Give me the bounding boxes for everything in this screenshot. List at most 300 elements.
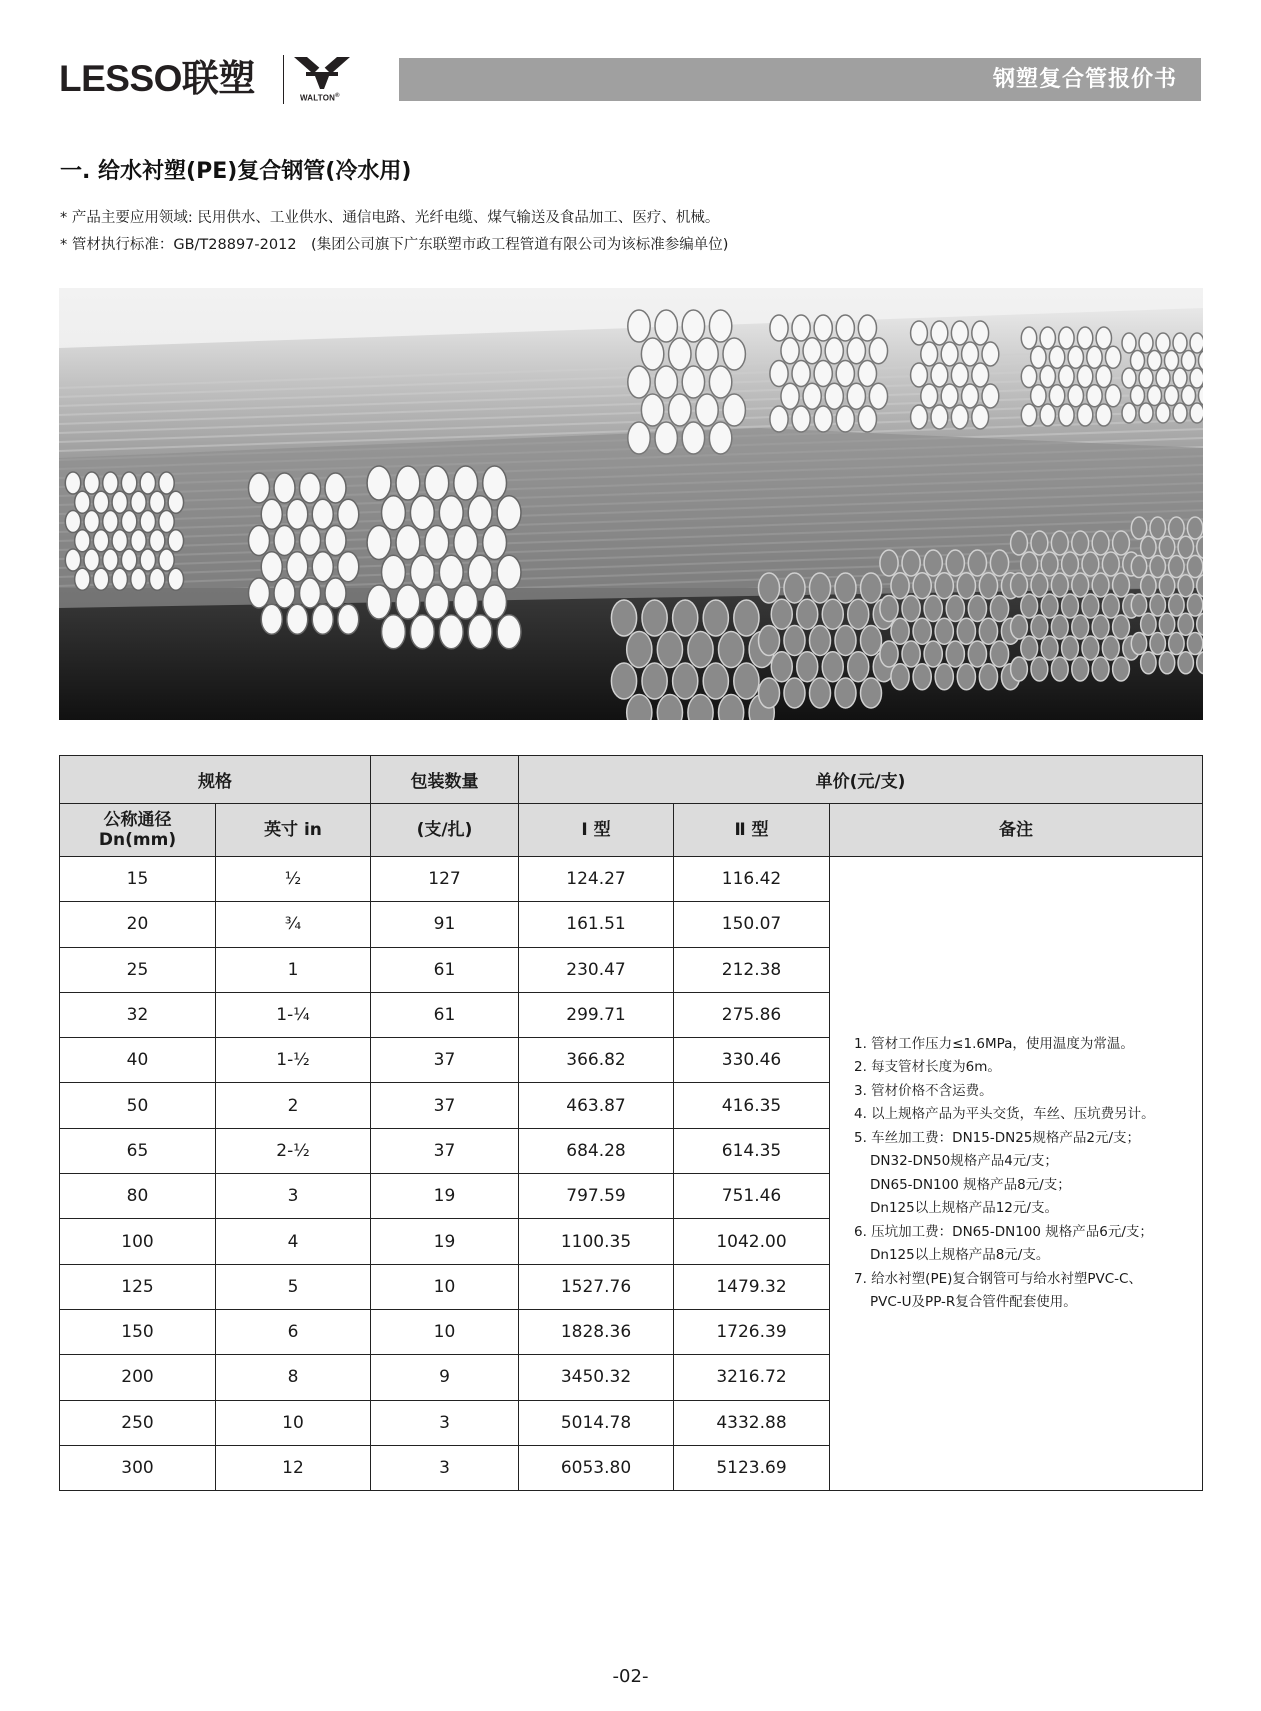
pipe-end <box>410 555 434 589</box>
pipe-end <box>1087 346 1102 368</box>
pipe-end <box>861 573 882 603</box>
pipe-end <box>1169 556 1184 578</box>
pipe-end <box>131 568 146 590</box>
pipe-end <box>913 573 931 599</box>
pipe-end <box>1187 517 1202 539</box>
pipe-end <box>1165 351 1179 371</box>
pipe-end <box>396 526 420 560</box>
pipe-end <box>734 600 759 636</box>
pipe-end <box>1041 636 1058 660</box>
cell-type1: 366.82 <box>519 1038 674 1083</box>
cell-type1: 299.71 <box>519 992 674 1037</box>
cell-inch: 8 <box>216 1355 371 1400</box>
cell-dn: 25 <box>60 947 216 992</box>
pipe-end <box>803 338 821 364</box>
pipe-end <box>880 596 898 622</box>
pipe-end <box>75 530 90 552</box>
pipe-end <box>84 472 99 494</box>
pipe-end <box>1011 657 1028 681</box>
pipe-end <box>941 384 958 408</box>
pipe-end <box>951 363 968 387</box>
cell-inch: 1-½ <box>216 1038 371 1083</box>
pipe-end <box>382 496 406 530</box>
pipe-end <box>1122 333 1136 353</box>
pipe-end <box>425 585 449 619</box>
pipe-end <box>688 632 713 668</box>
pipe-end <box>869 338 887 364</box>
pipe-end <box>848 652 869 682</box>
cell-inch: 4 <box>216 1219 371 1264</box>
pipe-end <box>861 678 882 708</box>
pipe-end <box>979 573 997 599</box>
cell-dn: 200 <box>60 1355 216 1400</box>
pipe-end <box>1072 531 1089 555</box>
pipe-end <box>1077 404 1092 426</box>
pipe-end <box>159 549 174 571</box>
pipe-end <box>468 496 492 530</box>
pipe-end <box>1021 404 1036 426</box>
pipe-end <box>836 315 854 341</box>
pipe-end <box>982 342 999 366</box>
pipe-end <box>770 315 788 341</box>
pipe-end <box>103 511 118 533</box>
pipe-end <box>300 526 321 556</box>
pipe-end <box>1150 517 1165 539</box>
pipe-end <box>696 338 718 370</box>
pipe-end <box>657 632 682 668</box>
pipe-end <box>931 405 948 429</box>
pipe-end <box>1159 613 1174 635</box>
pipe-end <box>1051 657 1068 681</box>
pipe-end <box>1187 556 1202 578</box>
pipe-end <box>1031 531 1048 555</box>
pipe-end <box>439 496 463 530</box>
pipe-end <box>931 321 948 345</box>
pipe-end <box>642 600 667 636</box>
pipe-end <box>1082 636 1099 660</box>
pipe-end <box>847 383 865 409</box>
pipe-end <box>836 361 854 387</box>
pipe-end <box>641 394 663 426</box>
pipe-end <box>1139 368 1153 388</box>
pipe-end <box>93 530 108 552</box>
remark-line: DN32-DN50规格产品4元/支； <box>870 1153 1058 1170</box>
pipe-end <box>792 315 810 341</box>
header-package: 包装数量 <box>371 756 519 804</box>
pipe-end <box>1092 573 1109 597</box>
pipe-end <box>784 678 805 708</box>
section-title: 一. 给水衬塑(PE)复合钢管(冷水用) <box>60 159 412 184</box>
cell-qty: 19 <box>371 1219 519 1264</box>
pipe-end <box>1077 327 1092 349</box>
pipe-end <box>261 499 282 529</box>
remark-line: 2. 每支管材长度为6m。 <box>854 1059 1001 1076</box>
pipe-end <box>1059 366 1074 388</box>
pipe-end <box>1031 346 1046 368</box>
pipe-end <box>1187 594 1202 616</box>
pipe-end <box>468 555 492 589</box>
pipe-end <box>792 361 810 387</box>
pipe-end <box>1021 594 1038 618</box>
pipe-end <box>410 496 434 530</box>
pipe-end <box>1173 403 1187 423</box>
pipe-end <box>921 342 938 366</box>
header-dn <box>60 804 216 857</box>
cell-inch: 1 <box>216 947 371 992</box>
pipe-end <box>454 585 478 619</box>
pipe-end <box>149 568 164 590</box>
pipe-end <box>483 585 507 619</box>
pipe-end <box>810 626 831 656</box>
pipe-end <box>1105 385 1120 407</box>
pipe-end <box>951 405 968 429</box>
table-header-row-2 <box>60 804 1203 857</box>
table-header-row-1 <box>60 756 1203 804</box>
pipe-end <box>946 641 964 667</box>
cell-dn: 125 <box>60 1264 216 1309</box>
pipe-end <box>861 626 882 656</box>
pipe-end <box>759 678 780 708</box>
pipe-end <box>1173 368 1187 388</box>
remark-line: 1. 管材工作压力≤1.6MPa，使用温度为常温。 <box>854 1035 1134 1052</box>
cell-qty: 3 <box>371 1445 519 1490</box>
pipe-end <box>168 530 183 552</box>
table-row <box>60 857 1203 902</box>
standard-description: * 管材执行标准：GB/T28897-2012 (集团公司旗下广东联塑市政工程管道有限公司为该标准参编单位) <box>60 237 729 253</box>
pipe-end <box>797 652 818 682</box>
pipe-end <box>312 552 333 582</box>
pipe-end <box>835 626 856 656</box>
pipe-end <box>1182 386 1196 406</box>
pipe-end <box>84 549 99 571</box>
pipe-end <box>825 338 843 364</box>
pipe-end <box>325 473 346 503</box>
pipe-end <box>1059 404 1074 426</box>
pipe-end <box>1059 327 1074 349</box>
cell-dn: 40 <box>60 1038 216 1083</box>
pipe-end <box>300 578 321 608</box>
pipe-end <box>1148 351 1162 371</box>
pipe-end <box>468 615 492 649</box>
pipe-end <box>312 604 333 634</box>
pipe-end <box>497 496 521 530</box>
pipe-end <box>149 530 164 552</box>
cell-inch: ¾ <box>216 902 371 947</box>
cell-qty: 61 <box>371 992 519 1037</box>
pipe-end <box>1190 368 1203 388</box>
cell-type1: 463.87 <box>519 1083 674 1128</box>
cell-qty: 10 <box>371 1264 519 1309</box>
pipe-end <box>249 526 270 556</box>
pipe-end <box>1011 531 1028 555</box>
pipe-end <box>982 384 999 408</box>
pipe-end <box>249 473 270 503</box>
pipe-end <box>847 338 865 364</box>
pipe-end <box>682 422 704 454</box>
pipe-end <box>1041 552 1058 576</box>
pipe-end <box>709 366 731 398</box>
pipe-end <box>425 466 449 500</box>
walton-label: WALTON <box>300 93 336 103</box>
pipe-end <box>1150 633 1165 655</box>
pipe-end <box>1156 333 1170 353</box>
pipe-end <box>65 549 80 571</box>
pipe-end <box>367 466 391 500</box>
header-package-unit: (支/扎) <box>371 804 519 857</box>
pipe-end <box>911 405 928 429</box>
pipe-end <box>784 626 805 656</box>
pipe-end <box>1051 573 1068 597</box>
header-price: 单价(元/支) <box>519 756 1203 804</box>
pipe-end <box>287 499 308 529</box>
pipe-end <box>891 573 909 599</box>
pipe-end <box>611 600 636 636</box>
pipe-end <box>121 549 136 571</box>
pipe-end <box>941 342 958 366</box>
pipe-end <box>902 596 920 622</box>
pipe-end <box>1021 366 1036 388</box>
pipe-end <box>287 604 308 634</box>
pipe-end <box>951 321 968 345</box>
cell-qty: 10 <box>371 1309 519 1354</box>
pipe-end <box>946 596 964 622</box>
cell-qty: 37 <box>371 1128 519 1173</box>
remark-line: DN65-DN100 规格产品8元/支； <box>870 1176 1071 1193</box>
pipe-end <box>1082 594 1099 618</box>
cell-dn: 32 <box>60 992 216 1037</box>
pipe-end <box>168 491 183 513</box>
pipe-end <box>979 664 997 690</box>
pipe-end <box>497 555 521 589</box>
pipe-end <box>1141 613 1156 635</box>
cell-type1: 1828.36 <box>519 1309 674 1354</box>
cell-type1: 124.27 <box>519 857 674 902</box>
remark-line: 3. 管材价格不含运费。 <box>854 1082 993 1099</box>
pipe-end <box>93 568 108 590</box>
pipe-end <box>682 310 704 342</box>
pipe-end <box>1051 615 1068 639</box>
pipe-end <box>642 663 667 699</box>
pipe-end <box>140 549 155 571</box>
pipe-end <box>1178 613 1193 635</box>
remarks-cell <box>830 857 1203 1491</box>
pipe-end <box>792 406 810 432</box>
pipe-end <box>935 573 953 599</box>
pipe-end <box>957 664 975 690</box>
cell-type2: 1042.00 <box>674 1219 830 1264</box>
document-title: 钢塑复合管报价书 <box>992 67 1177 92</box>
pipe-end <box>848 599 869 629</box>
cell-inch: 6 <box>216 1309 371 1354</box>
pipe-end <box>1031 385 1046 407</box>
pipe-end <box>274 526 295 556</box>
pipe-end <box>682 366 704 398</box>
pipe-end <box>1131 517 1146 539</box>
pipe-end <box>673 600 698 636</box>
cell-dn: 50 <box>60 1083 216 1128</box>
pipe-end <box>723 394 745 426</box>
pipe-end <box>1096 327 1111 349</box>
lesso-logo: LESSO联塑 <box>59 58 255 99</box>
pipe-end <box>957 618 975 644</box>
pipe-end <box>979 618 997 644</box>
pipe-end <box>1102 594 1119 618</box>
pipe-end <box>962 342 979 366</box>
pipe-end <box>1096 404 1111 426</box>
pipe-end <box>65 511 80 533</box>
pipe-end <box>454 466 478 500</box>
cell-qty: 3 <box>371 1400 519 1445</box>
pipe-end <box>121 472 136 494</box>
pipe-end <box>1141 652 1156 674</box>
pipe-end <box>112 568 127 590</box>
pipe-end <box>382 555 406 589</box>
pipe-end <box>781 338 799 364</box>
pipe-end <box>880 550 898 576</box>
pipe-end <box>131 491 146 513</box>
cell-type1: 1527.76 <box>519 1264 674 1309</box>
pipe-end <box>836 406 854 432</box>
pipe-end <box>367 526 391 560</box>
pipe-end <box>1068 385 1083 407</box>
cell-type2: 614.35 <box>674 1128 830 1173</box>
pipe-stack-illustration <box>59 288 1203 720</box>
pipe-end <box>140 511 155 533</box>
cell-inch: 10 <box>216 1400 371 1445</box>
cell-type1: 161.51 <box>519 902 674 947</box>
pipe-end <box>771 599 792 629</box>
header-remarks: 备注 <box>830 804 1203 857</box>
pipe-end <box>891 618 909 644</box>
pipe-end <box>611 663 636 699</box>
pipe-end <box>655 310 677 342</box>
pipe-end <box>131 530 146 552</box>
pipe-end <box>338 552 359 582</box>
pipe-end <box>972 363 989 387</box>
pipe-end <box>1169 594 1184 616</box>
remark-line: 5. 车丝加工费：DN15-DN25规格产品2元/支； <box>854 1129 1141 1146</box>
pipe-end <box>835 678 856 708</box>
pipe-end <box>396 585 420 619</box>
pipe-end <box>1072 657 1089 681</box>
pipe-end <box>1156 368 1170 388</box>
pipe-end <box>1139 333 1153 353</box>
cell-dn: 150 <box>60 1309 216 1354</box>
pipe-end <box>669 338 691 370</box>
pipe-end <box>93 491 108 513</box>
table-body <box>60 857 1203 1491</box>
pipe-end <box>962 384 979 408</box>
pipe-end <box>1105 346 1120 368</box>
cell-type1: 6053.80 <box>519 1445 674 1490</box>
cell-inch: 5 <box>216 1264 371 1309</box>
price-table <box>59 755 1203 1491</box>
pipe-end <box>1156 403 1170 423</box>
pipe-end <box>112 530 127 552</box>
pipe-end <box>112 491 127 513</box>
pipe-end <box>1190 403 1203 423</box>
pipe-end <box>924 550 942 576</box>
remark-line: PVC-U及PP-R复合管件配套使用。 <box>870 1294 1077 1311</box>
pipe-end <box>696 394 718 426</box>
cell-inch: 2 <box>216 1083 371 1128</box>
cell-type2: 275.86 <box>674 992 830 1037</box>
pipe-end <box>869 383 887 409</box>
pipe-end <box>1077 366 1092 388</box>
pipe-end <box>835 573 856 603</box>
pipe-end <box>1031 615 1048 639</box>
cell-type2: 751.46 <box>674 1174 830 1219</box>
pipe-end <box>858 406 876 432</box>
cell-qty: 127 <box>371 857 519 902</box>
pipe-end <box>1169 633 1184 655</box>
pipe-end <box>1131 633 1146 655</box>
pipe-end <box>1087 385 1102 407</box>
pipe-end <box>454 526 478 560</box>
pipe-end <box>1072 615 1089 639</box>
pipe-end <box>1131 556 1146 578</box>
pipe-end <box>703 600 728 636</box>
pipe-end <box>300 473 321 503</box>
cell-qty: 61 <box>371 947 519 992</box>
pipe-end <box>274 473 295 503</box>
header-type2: Ⅱ 型 <box>674 804 830 857</box>
pipe-end <box>1113 615 1130 639</box>
pipe-end <box>990 550 1008 576</box>
pipe-end <box>396 466 420 500</box>
pipe-end <box>1031 573 1048 597</box>
pipe-end <box>972 405 989 429</box>
pipe-end <box>770 406 788 432</box>
cell-qty: 19 <box>371 1174 519 1219</box>
pipe-end <box>149 491 164 513</box>
pipe-end <box>673 663 698 699</box>
pipe-end <box>121 511 136 533</box>
pipe-end <box>655 422 677 454</box>
pipe-end <box>65 472 80 494</box>
pipe-end <box>1102 636 1119 660</box>
pipe-end <box>439 615 463 649</box>
pipe-end <box>1159 575 1174 597</box>
pipe-end <box>1178 575 1193 597</box>
cell-inch: 2-½ <box>216 1128 371 1173</box>
remark-line: 7. 给水衬塑(PE)复合钢管可与给水衬塑PVC-C、 <box>854 1270 1142 1287</box>
pipe-end <box>1165 386 1179 406</box>
pipe-end <box>103 472 118 494</box>
pipe-end <box>913 618 931 644</box>
cell-dn: 100 <box>60 1219 216 1264</box>
pipe-end <box>734 663 759 699</box>
pipe-end <box>781 383 799 409</box>
pipe-end <box>312 499 333 529</box>
pipe-end <box>814 406 832 432</box>
cell-inch: 3 <box>216 1174 371 1219</box>
pipe-end <box>858 361 876 387</box>
pipe-end <box>439 555 463 589</box>
pipe-end <box>338 499 359 529</box>
pipe-end <box>628 366 650 398</box>
cell-dn: 250 <box>60 1400 216 1445</box>
pipe-end <box>1011 615 1028 639</box>
cell-dn: 300 <box>60 1445 216 1490</box>
pipe-end <box>1150 594 1165 616</box>
pipe-end <box>814 361 832 387</box>
pipe-end <box>1041 594 1058 618</box>
cell-type2: 116.42 <box>674 857 830 902</box>
cell-inch: 1-¼ <box>216 992 371 1037</box>
application-description: * 产品主要应用领域: 民用供水、工业供水、通信电路、光纤电缆、煤气输送及食品加工、医疗、机械。 <box>60 210 720 226</box>
pipe-end <box>1131 594 1146 616</box>
